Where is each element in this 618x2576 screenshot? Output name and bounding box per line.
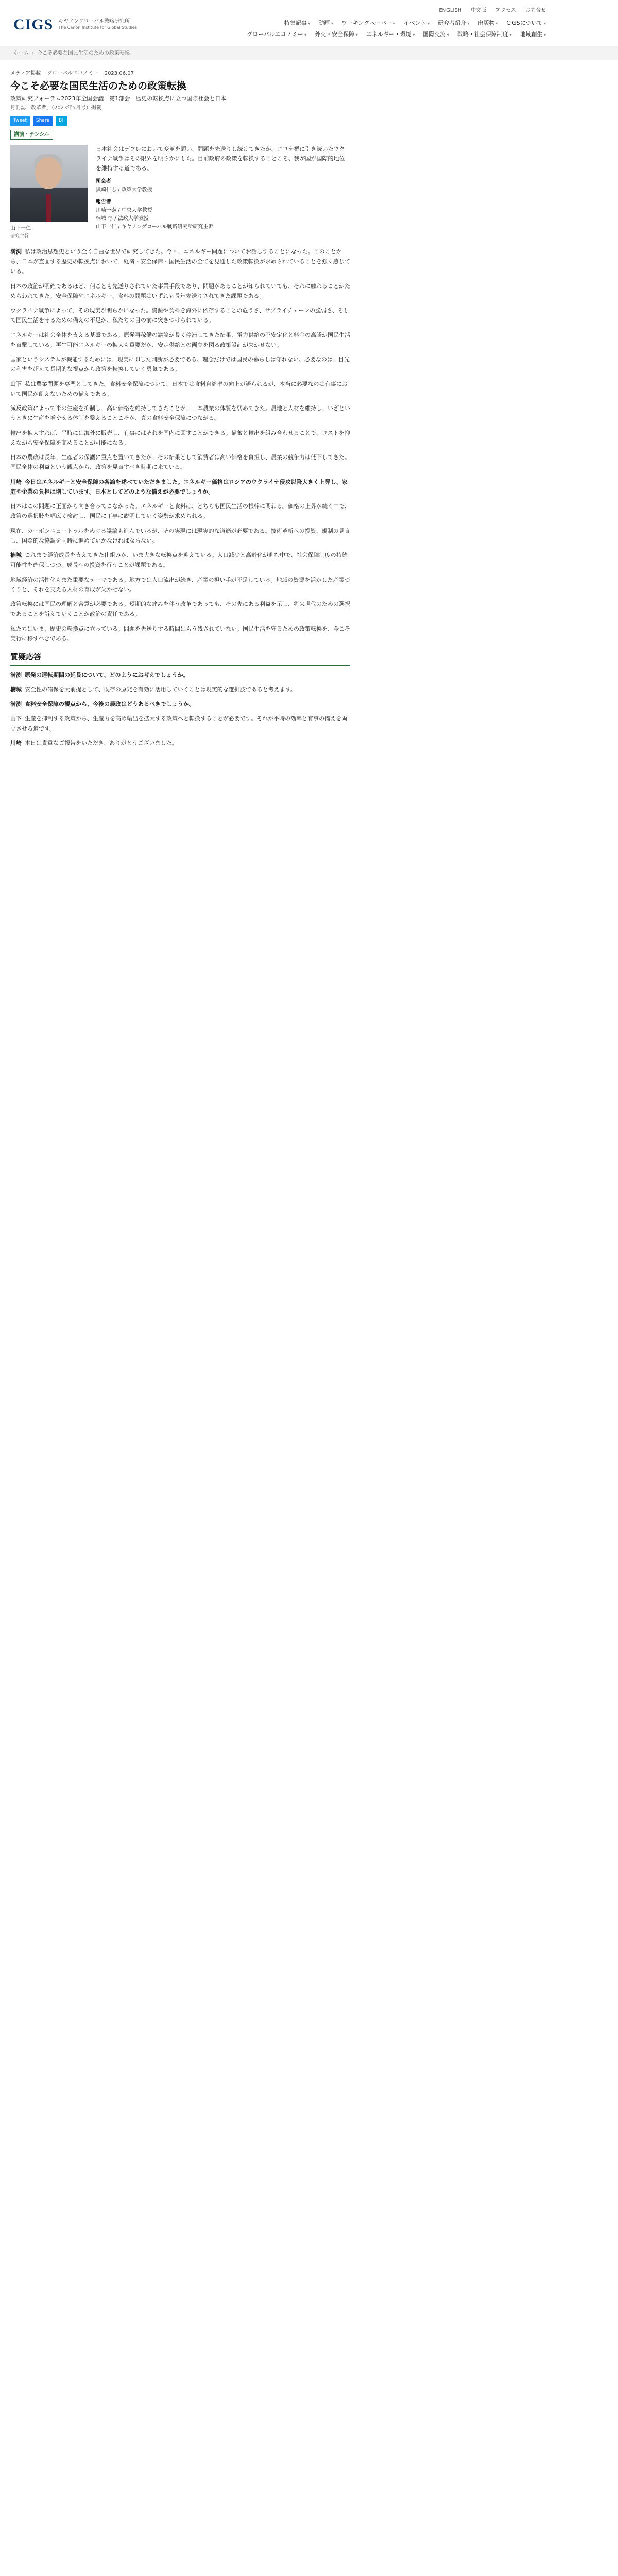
author-photo — [10, 145, 88, 222]
moderator-name: 黒崎仁志 / 政策大学教授 — [96, 187, 152, 193]
paragraph-text: 今日はエネルギーと安全保障の各論を述べていただきました。エネルギー価格はロシアのウクライナ侵攻以降大きく上昇し、家庭や企業の負担は増しています。日本としてどのような備えが必要でしょうか。 — [10, 478, 348, 495]
logo-en: The Canon Institute for Global Studies — [58, 25, 137, 30]
util-contact-label: お問合せ — [525, 8, 546, 13]
speaker-name: 満渕 — [10, 248, 22, 255]
article-source: 月刊誌「改革者」（2023年5月号）掲載 — [10, 105, 101, 111]
breadcrumb-home[interactable]: ホーム — [13, 50, 29, 56]
logo-mark: CIGS — [13, 16, 54, 33]
article — [10, 60, 350, 748]
paragraph — [10, 624, 350, 644]
nav-videos[interactable]: 動画 ▾ — [318, 19, 333, 28]
speaker-name: 川崎 — [10, 739, 22, 747]
nav-events[interactable]: イベント ▾ — [404, 19, 430, 28]
site-header — [0, 0, 618, 46]
article-topic[interactable]: グローバルエコノミー — [47, 71, 98, 76]
paragraph-text: 食料安全保障の観点から、今後の農政はどうあるべきでしょうか。 — [25, 701, 195, 708]
utility-links — [439, 6, 546, 15]
util-english-link[interactable] — [439, 6, 461, 15]
paragraph-text: 現在、カーボンニュートラルをめぐる議論も進んでいるが、その実現には現実的な道筋が必要である。技術革新への投資、規制の見直し、国際的な協調を同時に進めていかなければならない。 — [10, 527, 350, 544]
paragraph — [10, 699, 350, 709]
participants-list — [96, 178, 350, 231]
breadcrumb — [0, 46, 618, 60]
qa-heading: 質疑応答 — [10, 651, 350, 666]
intro-block — [10, 145, 350, 241]
paragraph — [10, 670, 350, 680]
presenter-name: 楠城 惇 / 法政大学教授 — [96, 215, 149, 222]
speaker-name: 満渕 — [10, 671, 22, 679]
breadcrumb-separator: › — [32, 50, 34, 56]
paragraph-text: エネルギーは社会全体を支える基盤である。原発再稼働の議論が長く停滞してきた結果、電力供給の不安定化と料金の高騰が国民生活を直撃している。再生可能エネルギーの拡大も重要だが、安定供給との両立を図る政策設計が欠かせない。 — [10, 331, 350, 348]
paragraph — [10, 501, 350, 521]
nav-features[interactable]: 特集記事 ▾ — [284, 19, 311, 28]
article-intro: 日本社会はデフレにおいて変革を願い、問題を先送りし続けてきたが、コロナ禍に引き続いたウクライナ戦争はその限界を明らかにした。目前政府の政策を転換することこそ、我が国が国際的地位を維持する道である。 — [96, 145, 345, 172]
paragraph-text: 私は農業問題を専門としてきた。食料安全保障について、日本では食料自給率の向上が語られるが、本当に必要なのは有事において国民が飢えないための備えである。 — [10, 380, 348, 397]
facebook-share-button[interactable]: Share — [33, 116, 53, 125]
logo-text — [58, 18, 137, 30]
article-badge: 講演・テンシル — [10, 130, 53, 140]
article-body — [10, 247, 350, 643]
paragraph — [10, 550, 350, 570]
paragraph — [10, 403, 350, 423]
paragraph-text: 私は政治思想史という全く自由な世界で研究してきた。今回、エネルギー問題についてお話しすることになった。このことから、日本が直面する歴史の転換点において、経済・安全保障・国民生活の全てを見通した政策転換が求められていることを強く感じている。 — [10, 248, 350, 275]
article-meta — [10, 69, 350, 78]
paragraph — [10, 354, 350, 375]
paragraph-text: ウクライナ戦争によって、その現実が明らかになった。資源や食料を海外に依存することの危うさ、サプライチェーンの脆弱さ、そして国民生活を守るための備えの不足が、私たちの目の前に突きつけられている。 — [10, 307, 349, 324]
paragraph-text: 国家というシステムが機能するためには、現実に即した判断が必要である。理念だけでは国民の暮らしは守れない。必要なのは、目先の利害を超えて長期的な視点から政策を転換していく勇気である。 — [10, 356, 350, 373]
speaker-name: 楠城 — [10, 552, 22, 559]
article-date: 2023.06.07 — [104, 71, 134, 76]
paragraph — [10, 379, 350, 399]
nav-diplomacy-security[interactable]: 外交・安全保障 ▾ — [315, 30, 358, 40]
util-contact-link[interactable] — [525, 6, 546, 15]
paragraph — [10, 599, 350, 619]
share-buttons — [10, 116, 350, 125]
paragraph-text: 日本の政治が明確であるほど、何ごとも先送りされていた事業手段であり、問題があることが知られていても、それに触れることがためらわれてきた。安全保障やエネルギー、食料の問題はいずれも長年先送りされてきた課題である。 — [10, 282, 350, 299]
primary-nav — [284, 19, 546, 28]
moderator-role: 司会者 — [96, 178, 111, 184]
nav-strategy-social-security[interactable]: 戦略・社会保障制度 ▾ — [457, 30, 512, 40]
util-access-label: アクセス — [495, 8, 516, 13]
presenter-name: 川崎一泰 / 中央大学教授 — [96, 207, 152, 213]
topic-nav — [247, 30, 546, 40]
util-access-link[interactable] — [495, 6, 516, 15]
util-english-label: ENGLISH — [439, 8, 462, 13]
page-title: 今こそ必要な国民生活のための政策転換 — [10, 80, 187, 92]
paragraph-text: 政策転換には国民の理解と合意が必要である。短期的な痛みを伴う改革であっても、その先にある利益を示し、将来世代のための選択であることを訴えていくことが政治の責任である。 — [10, 601, 350, 618]
speaker-name: 楠城 — [10, 686, 22, 693]
nav-working-papers[interactable]: ワーキングペーパー ▾ — [341, 19, 396, 28]
paragraph-text: 本日は貴重なご報告をいただき、ありがとうございました。 — [25, 739, 178, 747]
tweet-button[interactable]: Tweet — [10, 116, 30, 125]
paragraph — [10, 330, 350, 350]
author-name[interactable]: 山下一仁 — [10, 225, 31, 231]
paragraph-text: 地域経済の活性化もまた重要なテーマである。地方では人口流出が続き、産業の担い手が不足している。地域の資源を活かした産業づくりと、それを支える人材の育成が欠かせない。 — [10, 576, 350, 593]
paragraph-text: 原発の運転期間の延長について、どのようにお考えでしょうか。 — [25, 671, 189, 679]
paragraph — [10, 714, 350, 734]
logo-name: キヤノングローバル戦略研究所 — [58, 19, 130, 25]
article-subtitle: 政策研究フォーラム2023年全国会議 第1部会 歴史の転換点に立つ国際社会と日本 — [10, 95, 227, 102]
author-title: 研究主幹 — [10, 233, 29, 239]
photo-face — [35, 157, 62, 189]
paragraph — [10, 247, 350, 277]
speaker-name: 満渕 — [10, 701, 22, 708]
paragraph — [10, 526, 350, 546]
speaker-name: 川崎 — [10, 478, 22, 485]
author-photo-column — [10, 145, 88, 241]
site-logo[interactable] — [13, 11, 137, 38]
nav-publications[interactable]: 出版物 ▾ — [478, 19, 499, 28]
nav-regional-revitalization[interactable]: 地域創生 ▾ — [520, 30, 546, 40]
paragraph-text: 減反政策によって米の生産を抑制し、高い価格を維持してきたことが、日本農業の体質を弱めてきた。農地と人材を維持し、いざというときに生産を増やせる体制を整えることこそが、真の食料安全保障につながる。 — [10, 405, 350, 422]
paragraph-text: 日本の農政は長年、生産者の保護に重点を置いてきたが、その結果として消費者は高い価格を負担し、農業の競争力は低下してきた。国民全体の利益という観点から、政策を見直すべき時期に来ている。 — [10, 454, 350, 471]
paragraph — [10, 281, 350, 301]
paragraph — [10, 685, 350, 694]
nav-international-exchange[interactable]: 国際交流 ▾ — [423, 30, 449, 40]
paragraph — [10, 428, 350, 448]
paragraph-text: 安全性の確保を大前提として、既存の原発を有効に活用していくことは現実的な選択肢であると考えます。 — [25, 686, 296, 693]
paragraph — [10, 477, 350, 497]
breadcrumb-current: 今こそ必要な国民生活のための政策転換 — [37, 50, 130, 56]
util-chinese-link[interactable] — [471, 6, 486, 15]
paragraph-text: これまで経済成長を支えてきた仕組みが、いま大きな転換点を迎えている。人口減少と高齢化が進む中で、社会保障制度の持続可能性を確保しつつ、成長への投資を行うことが課題である。 — [10, 552, 348, 569]
paragraph-text: 日本はこの問題に正面から向き合ってこなかった。エネルギーと食料は、どちらも国民生活の根幹に関わる。価格の上昇が続く中で、政策の選択肢を幅広く検討し、国民に丁寧に説明していく姿勢が求められる。 — [10, 503, 350, 520]
paragraph — [10, 738, 350, 748]
speaker-name: 山下 — [10, 715, 22, 722]
intro-text-column — [96, 145, 350, 241]
nav-about[interactable]: CIGSについて ▾ — [506, 19, 546, 28]
hatena-bookmark-button[interactable]: B! — [56, 116, 67, 125]
paragraph — [10, 575, 350, 595]
nav-energy-environment[interactable]: エネルギー・環境 ▾ — [366, 30, 415, 40]
presenter-role: 報告者 — [96, 199, 111, 205]
paragraph — [10, 306, 350, 326]
util-chinese-label: 中文版 — [471, 8, 487, 13]
photo-tie — [46, 194, 52, 222]
nav-researchers[interactable]: 研究者紹介 ▾ — [438, 19, 470, 28]
paragraph — [10, 452, 350, 472]
article-category[interactable]: メディア掲載 — [10, 71, 41, 76]
author-caption — [10, 224, 88, 241]
presenter-name: 山下一仁 / キヤノングローバル戦略研究所研究主幹 — [96, 224, 214, 230]
paragraph-text: 生産を抑制する政策から、生産力を高め輸出を拡大する政策へと転換することが必要です。それが平時の効率と有事の備えを両立させる道です。 — [10, 715, 348, 732]
speaker-name: 山下 — [10, 380, 22, 387]
paragraph-text: 輸出を拡大すれば、平時には海外に販売し、有事にはそれを国内に回すことができる。備蓄と輸出を組み合わせることで、コストを抑えながら安全保障を高めることが可能になる。 — [10, 429, 350, 446]
nav-global-economy[interactable]: グローバルエコノミー ▾ — [247, 30, 306, 40]
paragraph-text: 私たちはいま、歴史の転換点に立っている。問題を先送りする時間はもう残されていない。国民生活を守るための政策転換を、今こそ実行に移すべきである。 — [10, 625, 350, 642]
qa-list — [10, 670, 350, 749]
